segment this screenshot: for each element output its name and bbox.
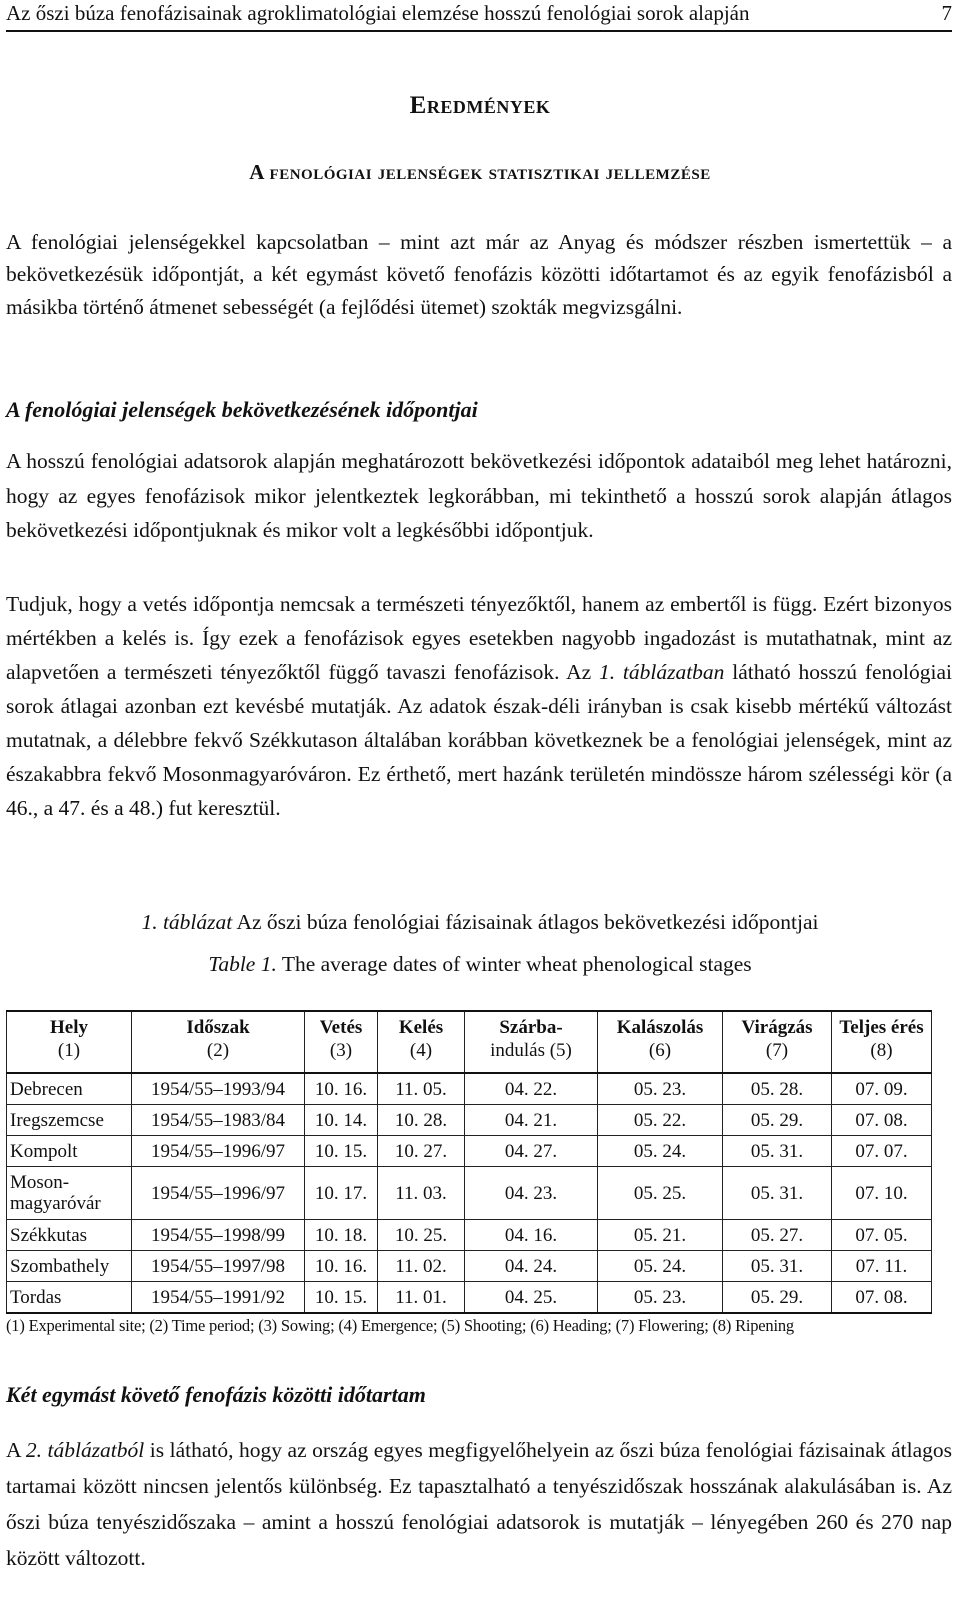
cell-emergence: 11. 01. (378, 1282, 465, 1314)
cell-emergence: 10. 25. (378, 1220, 465, 1251)
cell-heading: 05. 23. (598, 1282, 723, 1314)
cell-heading: 05. 21. (598, 1220, 723, 1251)
table-row (7, 1073, 932, 1105)
phenology-table (6, 1010, 932, 1314)
cell-period: 1954/55–1991/92 (132, 1282, 305, 1314)
cell-period: 1954/55–1998/99 (132, 1220, 305, 1251)
paragraph-duration-text-a: A (6, 1438, 26, 1462)
cell-emergence: 10. 28. (378, 1105, 465, 1136)
cell-ripening: 07. 11. (832, 1251, 932, 1282)
cell-ripening: 07. 08. (832, 1105, 932, 1136)
cell-flowering: 05. 29. (723, 1282, 832, 1314)
table-row (7, 1220, 932, 1251)
cell-emergence: 10. 27. (378, 1136, 465, 1167)
paragraph-sowing-text-a: Tudjuk, hogy a vetés időpontja nemcsak a természeti tényezőktől, hanem az embertől is függ. Ezért bizonyos mértékben a kelés is. Így ezek a fenofázisok egyes esetekben nagyobb ingadozást is mutathatnak, mint az alapvetően a természeti tényezőktől függő tavaszi fenofázisok. Az (6, 592, 952, 684)
subheading-duration: Két egymást követő fenofázis közötti időtartam (6, 1382, 426, 1407)
cell-shooting: 04. 16. (465, 1220, 598, 1251)
header-sowing: Vetés (3) (305, 1011, 378, 1073)
paragraph-duration (6, 1432, 952, 1576)
cell-flowering: 05. 29. (723, 1105, 832, 1136)
cell-period: 1954/55–1993/94 (132, 1073, 305, 1105)
running-head (6, 0, 952, 32)
cell-place: Szombathely (7, 1251, 132, 1282)
cell-sowing: 10. 18. (305, 1220, 378, 1251)
cell-period: 1954/55–1996/97 (132, 1167, 305, 1220)
table-caption-hu-label: 1. táblázat (141, 910, 233, 934)
cell-ripening: 07. 08. (832, 1282, 932, 1314)
cell-heading: 05. 24. (598, 1251, 723, 1282)
table-reference: 1. táblázatban (598, 660, 725, 684)
cell-flowering: 05. 31. (723, 1251, 832, 1282)
cell-sowing: 10. 17. (305, 1167, 378, 1220)
cell-emergence: 11. 05. (378, 1073, 465, 1105)
cell-sowing: 10. 15. (305, 1136, 378, 1167)
cell-shooting: 04. 23. (465, 1167, 598, 1220)
cell-sowing: 10. 14. (305, 1105, 378, 1136)
subheading-dates: A fenológiai jelenségek bekövetkezésének időpontjai (6, 397, 478, 422)
paragraph-duration-text-b: is látható, hogy az ország egyes megfigyelőhelyein az őszi búza fenológiai fázisainak átlagos tartamai között nincsen jelentős különbség. Ez tapasztalható a tenyészidőszak hosszának alakulásában is. Az őszi búza tenyészidőszaka – amint a hosszú fenológiai adatsorok is mutatják – lényegében 260 és 270 nap között változott. (6, 1438, 952, 1570)
table-caption-en-label: Table 1. (208, 952, 277, 976)
cell-heading: 05. 22. (598, 1105, 723, 1136)
cell-place: Iregszemcse (7, 1105, 132, 1136)
cell-period: 1954/55–1997/98 (132, 1251, 305, 1282)
table-caption-hu (0, 910, 960, 935)
header-emergence: Kelés (4) (378, 1011, 465, 1073)
header-shooting: Szárba- indulás (5) (465, 1011, 598, 1073)
cell-emergence: 11. 03. (378, 1167, 465, 1220)
cell-sowing: 10. 15. (305, 1282, 378, 1314)
cell-flowering: 05. 28. (723, 1073, 832, 1105)
cell-place: Kompolt (7, 1136, 132, 1167)
cell-shooting: 04. 22. (465, 1073, 598, 1105)
cell-shooting: 04. 24. (465, 1251, 598, 1282)
cell-ripening: 07. 05. (832, 1220, 932, 1251)
cell-emergence: 11. 02. (378, 1251, 465, 1282)
table-caption-en-text: The average dates of winter wheat phenological stages (276, 952, 752, 976)
cell-shooting: 04. 27. (465, 1136, 598, 1167)
cell-ripening: 07. 07. (832, 1136, 932, 1167)
paragraph-intro: A fenológiai jelenségekkel kapcsolatban – mint azt már az Anyag és módszer részben ismertettük – a bekövetkezésük időpontját, a két egymást követő fenofázis közötti időtartamot és az egyik fenofázisból a másikba történő átmenet sebességét (a fejlődési ütemet) szokták megvizsgálni. (6, 230, 952, 319)
table-header-row (7, 1011, 932, 1073)
table-row (7, 1282, 932, 1314)
cell-place: Debrecen (7, 1073, 132, 1105)
cell-sowing: 10. 16. (305, 1073, 378, 1105)
table-row (7, 1136, 932, 1167)
cell-period: 1954/55–1996/97 (132, 1136, 305, 1167)
cell-place: Tordas (7, 1282, 132, 1314)
results-heading: Eredmények (409, 92, 551, 119)
cell-heading: 05. 23. (598, 1073, 723, 1105)
table-footnote: (1) Experimental site; (2) Time period; (3) Sowing; (4) Emergence; (5) Shooting; (6) Heading; (7) Flowering; (8) Ripening (6, 1316, 794, 1335)
cell-shooting: 04. 21. (465, 1105, 598, 1136)
cell-place: Székkutas (7, 1220, 132, 1251)
running-title: Az őszi búza fenofázisainak agroklimatológiai elemzése hosszú fenológiai sorok alapján (6, 1, 750, 25)
paragraph-dates: A hosszú fenológiai adatsorok alapján meghatározott bekövetkezési időpontok adataiból meg lehet határozni, hogy az egyes fenofázisok mikor jelentkeztek legkorábban, mi tekinthető a hosszú sorok alapján átlagos bekövetkezési időpontjuknak és mikor volt a legkésőbbi időpontjuk. (6, 449, 952, 542)
cell-place-line1: Moson- (10, 1172, 70, 1193)
paragraph-sowing (6, 587, 952, 825)
cell-heading: 05. 24. (598, 1136, 723, 1167)
cell-ripening: 07. 09. (832, 1073, 932, 1105)
section-heading: A fenológiai jelenségek statisztikai jellemzése (249, 160, 711, 184)
cell-flowering: 05. 31. (723, 1167, 832, 1220)
header-flowering: Virágzás (7) (723, 1011, 832, 1073)
header-ripening: Teljes érés (8) (832, 1011, 932, 1073)
cell-period: 1954/55–1983/84 (132, 1105, 305, 1136)
cell-place (7, 1167, 132, 1220)
cell-flowering: 05. 31. (723, 1136, 832, 1167)
cell-place-line2: magyaróvár (10, 1193, 101, 1214)
table-row (7, 1105, 932, 1136)
table-row (7, 1251, 932, 1282)
cell-ripening: 07. 10. (832, 1167, 932, 1220)
header-period: Időszak (2) (132, 1011, 305, 1073)
cell-heading: 05. 25. (598, 1167, 723, 1220)
table-row (7, 1167, 932, 1220)
header-heading: Kalászolás (6) (598, 1011, 723, 1073)
paragraph-sowing-text-b: látható hosszú fenológiai sorok átlagai azonban ezt kevésbé mutatják. Az adatok észak-déli irányban is csak kisebb mértékű változást mutatnak, a délebbre fekvő Székkutason általában korábban következnek be a fenológiai jelenségek, mint az északabbra fekvő Mosonmagyaróváron. Ez érthető, mert hazánk területén mindössze három szélességi kör (a 46., a 47. és a 48.) fut keresztül. (6, 660, 952, 820)
cell-flowering: 05. 27. (723, 1220, 832, 1251)
page-number: 7 (941, 1, 952, 25)
cell-shooting: 04. 25. (465, 1282, 598, 1314)
cell-sowing: 10. 16. (305, 1251, 378, 1282)
header-place: Hely (1) (7, 1011, 132, 1073)
table-caption-en (0, 952, 960, 977)
table-reference: 2. táblázatból (25, 1438, 145, 1462)
table-caption-hu-text: Az őszi búza fenológiai fázisainak átlagos bekövetkezési időpontjai (232, 910, 819, 934)
